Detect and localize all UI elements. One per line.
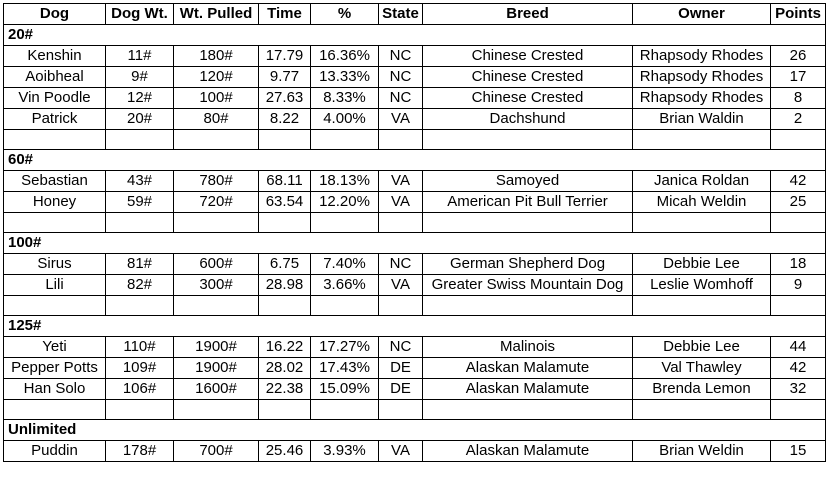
percent-cell: 15.09% xyxy=(311,379,379,400)
table-row xyxy=(4,441,826,462)
owner-cell: Brian Waldin xyxy=(633,109,771,130)
state-cell: NC xyxy=(379,254,423,275)
empty-cell xyxy=(311,130,379,150)
dog-name-cell: Aoibheal xyxy=(4,67,106,88)
results-body xyxy=(4,25,826,462)
header-owner: Owner xyxy=(633,4,771,25)
empty-cell xyxy=(379,400,423,420)
time-cell: 6.75 xyxy=(259,254,311,275)
empty-cell xyxy=(106,213,174,233)
dog-name-cell: Puddin xyxy=(4,441,106,462)
points-cell: 17 xyxy=(771,67,826,88)
header-row xyxy=(4,4,826,25)
time-cell: 17.79 xyxy=(259,46,311,67)
table-row xyxy=(4,254,826,275)
points-cell: 26 xyxy=(771,46,826,67)
dog-weight-cell: 106# xyxy=(106,379,174,400)
owner-cell: Micah Weldin xyxy=(633,192,771,213)
empty-cell xyxy=(633,213,771,233)
dog-name-cell: Sebastian xyxy=(4,171,106,192)
empty-cell xyxy=(423,213,633,233)
dog-name-cell: Honey xyxy=(4,192,106,213)
dog-name-cell: Patrick xyxy=(4,109,106,130)
owner-cell: Brenda Lemon xyxy=(633,379,771,400)
points-cell: 18 xyxy=(771,254,826,275)
empty-cell xyxy=(311,296,379,316)
empty-cell xyxy=(174,400,259,420)
category-row xyxy=(4,233,826,254)
table-row xyxy=(4,379,826,400)
state-cell: DE xyxy=(379,358,423,379)
weight-pulled-cell: 120# xyxy=(174,67,259,88)
points-cell: 32 xyxy=(771,379,826,400)
state-cell: VA xyxy=(379,171,423,192)
state-cell: DE xyxy=(379,379,423,400)
weight-pulled-cell: 80# xyxy=(174,109,259,130)
time-cell: 68.11 xyxy=(259,171,311,192)
empty-cell xyxy=(311,400,379,420)
empty-cell xyxy=(379,130,423,150)
percent-cell: 18.13% xyxy=(311,171,379,192)
percent-cell: 3.66% xyxy=(311,275,379,296)
empty-cell xyxy=(174,130,259,150)
table-row xyxy=(4,275,826,296)
empty-cell xyxy=(259,130,311,150)
points-cell: 44 xyxy=(771,337,826,358)
dog-weight-cell: 109# xyxy=(106,358,174,379)
state-cell: NC xyxy=(379,46,423,67)
table-row xyxy=(4,358,826,379)
breed-cell: Alaskan Malamute xyxy=(423,441,633,462)
breed-cell: Chinese Crested xyxy=(423,46,633,67)
owner-cell: Val Thawley xyxy=(633,358,771,379)
spacer-row xyxy=(4,296,826,316)
results-table xyxy=(3,3,826,462)
time-cell: 27.63 xyxy=(259,88,311,109)
dog-name-cell: Lili xyxy=(4,275,106,296)
points-cell: 15 xyxy=(771,441,826,462)
dog-name-cell: Sirus xyxy=(4,254,106,275)
weight-pulled-cell: 1900# xyxy=(174,358,259,379)
breed-cell: American Pit Bull Terrier xyxy=(423,192,633,213)
empty-cell xyxy=(174,296,259,316)
table-row xyxy=(4,88,826,109)
empty-cell xyxy=(633,296,771,316)
table-row xyxy=(4,171,826,192)
points-cell: 25 xyxy=(771,192,826,213)
dog-weight-cell: 11# xyxy=(106,46,174,67)
state-cell: VA xyxy=(379,441,423,462)
dog-weight-cell: 81# xyxy=(106,254,174,275)
category-label: 60# xyxy=(4,150,826,171)
dog-weight-cell: 59# xyxy=(106,192,174,213)
header-dog-weight: Dog Wt. xyxy=(106,4,174,25)
table-row xyxy=(4,192,826,213)
points-cell: 42 xyxy=(771,358,826,379)
empty-cell xyxy=(4,296,106,316)
time-cell: 28.98 xyxy=(259,275,311,296)
breed-cell: Greater Swiss Mountain Dog xyxy=(423,275,633,296)
time-cell: 16.22 xyxy=(259,337,311,358)
header-weight-pulled: Wt. Pulled xyxy=(174,4,259,25)
percent-cell: 7.40% xyxy=(311,254,379,275)
percent-cell: 13.33% xyxy=(311,67,379,88)
empty-cell xyxy=(379,213,423,233)
category-row xyxy=(4,316,826,337)
empty-cell xyxy=(423,400,633,420)
dog-weight-cell: 110# xyxy=(106,337,174,358)
empty-cell xyxy=(4,400,106,420)
weight-pulled-cell: 720# xyxy=(174,192,259,213)
weight-pulled-cell: 600# xyxy=(174,254,259,275)
owner-cell: Rhapsody Rhodes xyxy=(633,46,771,67)
breed-cell: Dachshund xyxy=(423,109,633,130)
header-dog: Dog xyxy=(4,4,106,25)
time-cell: 25.46 xyxy=(259,441,311,462)
empty-cell xyxy=(106,400,174,420)
dog-name-cell: Vin Poodle xyxy=(4,88,106,109)
header-breed: Breed xyxy=(423,4,633,25)
breed-cell: Alaskan Malamute xyxy=(423,379,633,400)
empty-cell xyxy=(106,130,174,150)
state-cell: VA xyxy=(379,109,423,130)
empty-cell xyxy=(771,213,826,233)
category-label: 100# xyxy=(4,233,826,254)
breed-cell: Malinois xyxy=(423,337,633,358)
empty-cell xyxy=(4,213,106,233)
empty-cell xyxy=(259,213,311,233)
state-cell: NC xyxy=(379,67,423,88)
breed-cell: Chinese Crested xyxy=(423,67,633,88)
weight-pulled-cell: 700# xyxy=(174,441,259,462)
category-label: Unlimited xyxy=(4,420,826,441)
dog-weight-cell: 43# xyxy=(106,171,174,192)
breed-cell: Alaskan Malamute xyxy=(423,358,633,379)
points-cell: 2 xyxy=(771,109,826,130)
header-time: Time xyxy=(259,4,311,25)
empty-cell xyxy=(4,130,106,150)
owner-cell: Debbie Lee xyxy=(633,254,771,275)
header-percent: % xyxy=(311,4,379,25)
category-row xyxy=(4,150,826,171)
percent-cell: 17.43% xyxy=(311,358,379,379)
table-row xyxy=(4,46,826,67)
empty-cell xyxy=(771,400,826,420)
category-row xyxy=(4,420,826,441)
weight-pulled-cell: 1600# xyxy=(174,379,259,400)
time-cell: 28.02 xyxy=(259,358,311,379)
points-cell: 8 xyxy=(771,88,826,109)
owner-cell: Brian Weldin xyxy=(633,441,771,462)
breed-cell: Samoyed xyxy=(423,171,633,192)
empty-cell xyxy=(423,296,633,316)
state-cell: VA xyxy=(379,275,423,296)
dog-weight-cell: 178# xyxy=(106,441,174,462)
category-label: 20# xyxy=(4,25,826,46)
header-points: Points xyxy=(771,4,826,25)
state-cell: VA xyxy=(379,192,423,213)
empty-cell xyxy=(311,213,379,233)
owner-cell: Rhapsody Rhodes xyxy=(633,67,771,88)
category-label: 125# xyxy=(4,316,826,337)
dog-name-cell: Pepper Potts xyxy=(4,358,106,379)
state-cell: NC xyxy=(379,88,423,109)
weight-pulled-cell: 100# xyxy=(174,88,259,109)
weight-pulled-cell: 1900# xyxy=(174,337,259,358)
dog-weight-cell: 82# xyxy=(106,275,174,296)
breed-cell: German Shepherd Dog xyxy=(423,254,633,275)
time-cell: 9.77 xyxy=(259,67,311,88)
owner-cell: Rhapsody Rhodes xyxy=(633,88,771,109)
owner-cell: Leslie Womhoff xyxy=(633,275,771,296)
empty-cell xyxy=(633,130,771,150)
empty-cell xyxy=(259,400,311,420)
empty-cell xyxy=(106,296,174,316)
spacer-row xyxy=(4,130,826,150)
table-row xyxy=(4,109,826,130)
dog-name-cell: Kenshin xyxy=(4,46,106,67)
dog-name-cell: Yeti xyxy=(4,337,106,358)
dog-name-cell: Han Solo xyxy=(4,379,106,400)
percent-cell: 12.20% xyxy=(311,192,379,213)
table-row xyxy=(4,337,826,358)
empty-cell xyxy=(174,213,259,233)
spacer-row xyxy=(4,213,826,233)
weight-pulled-cell: 180# xyxy=(174,46,259,67)
weight-pulled-cell: 780# xyxy=(174,171,259,192)
points-cell: 42 xyxy=(771,171,826,192)
points-cell: 9 xyxy=(771,275,826,296)
time-cell: 63.54 xyxy=(259,192,311,213)
empty-cell xyxy=(423,130,633,150)
breed-cell: Chinese Crested xyxy=(423,88,633,109)
percent-cell: 4.00% xyxy=(311,109,379,130)
percent-cell: 17.27% xyxy=(311,337,379,358)
weight-pulled-cell: 300# xyxy=(174,275,259,296)
spacer-row xyxy=(4,400,826,420)
state-cell: NC xyxy=(379,337,423,358)
empty-cell xyxy=(771,130,826,150)
header-state: State xyxy=(379,4,423,25)
empty-cell xyxy=(379,296,423,316)
table-row xyxy=(4,67,826,88)
percent-cell: 16.36% xyxy=(311,46,379,67)
empty-cell xyxy=(633,400,771,420)
owner-cell: Janica Roldan xyxy=(633,171,771,192)
dog-weight-cell: 9# xyxy=(106,67,174,88)
owner-cell: Debbie Lee xyxy=(633,337,771,358)
percent-cell: 3.93% xyxy=(311,441,379,462)
category-row xyxy=(4,25,826,46)
time-cell: 8.22 xyxy=(259,109,311,130)
dog-weight-cell: 12# xyxy=(106,88,174,109)
time-cell: 22.38 xyxy=(259,379,311,400)
empty-cell xyxy=(259,296,311,316)
dog-weight-cell: 20# xyxy=(106,109,174,130)
percent-cell: 8.33% xyxy=(311,88,379,109)
empty-cell xyxy=(771,296,826,316)
